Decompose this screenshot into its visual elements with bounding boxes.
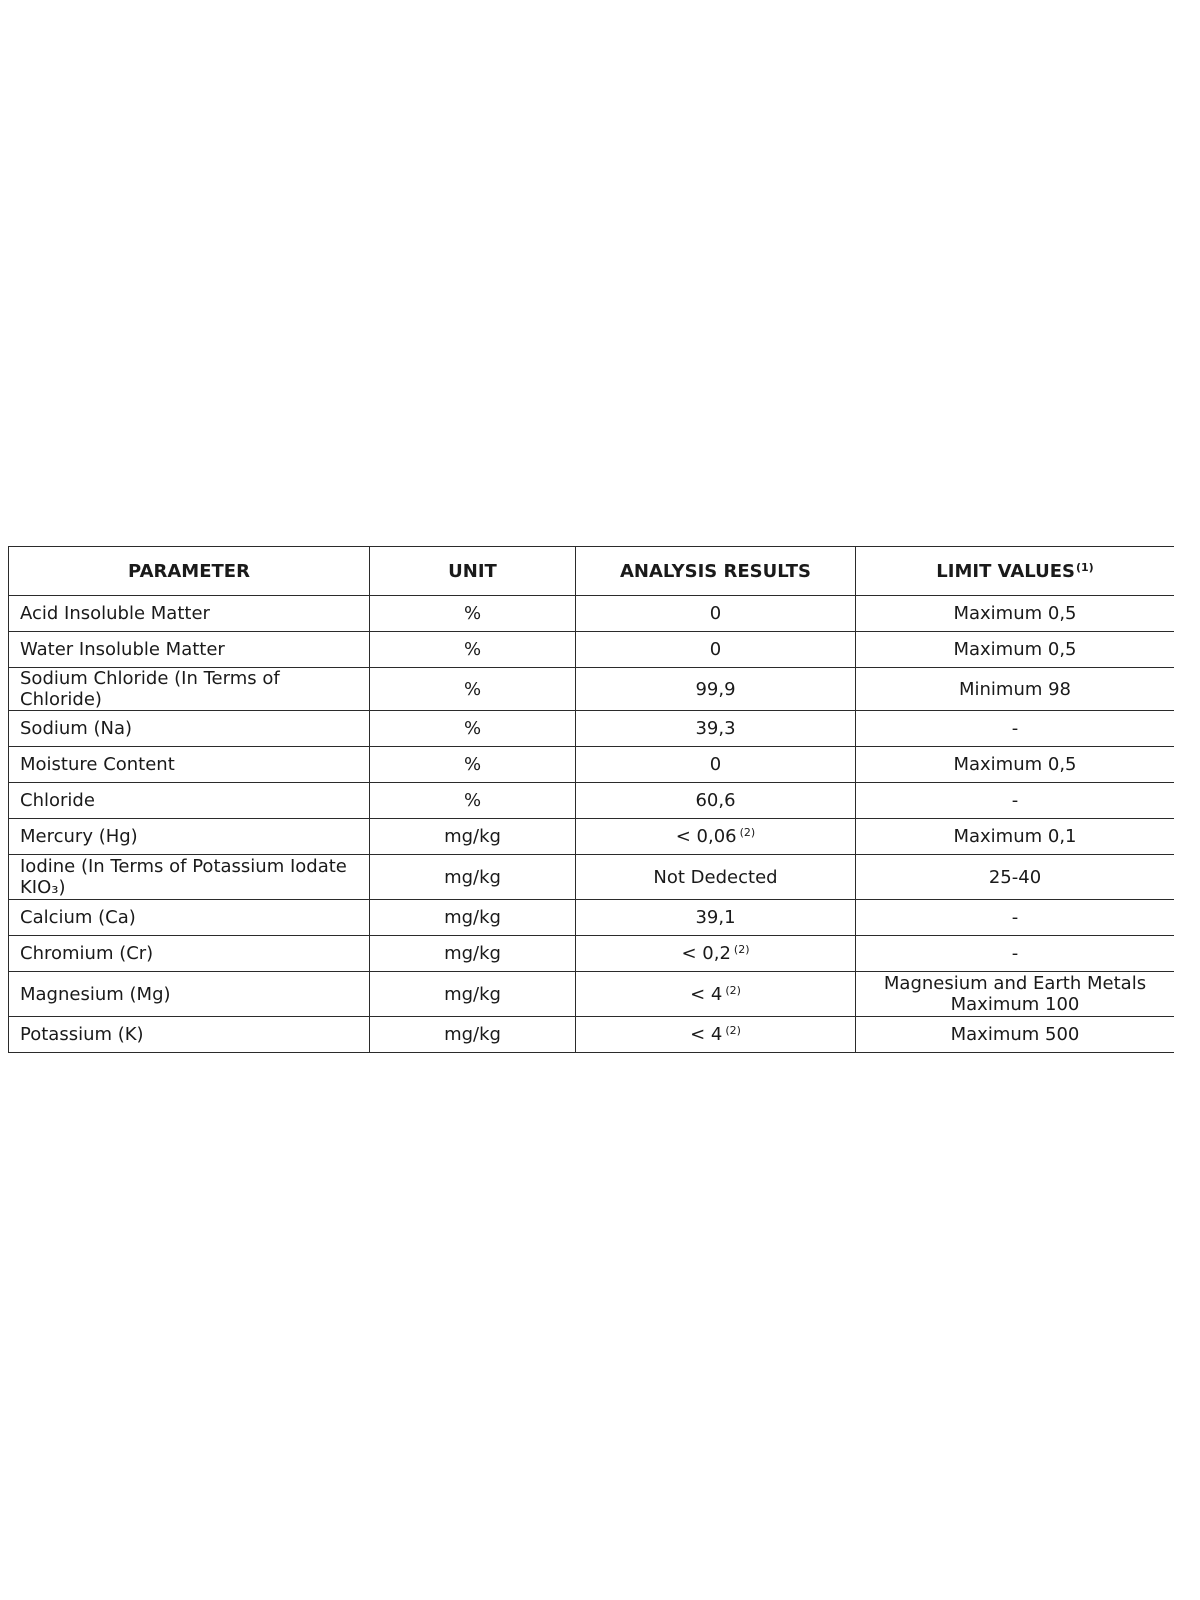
unit-cell: % [370,711,576,747]
result-cell [576,819,856,855]
analysis-sheet [8,546,1174,1058]
unit-cell: mg/kg [370,819,576,855]
result-cell [576,668,856,711]
header-parameter: PARAMETER [9,547,370,596]
result-cell [576,972,856,1017]
table-row [9,819,1175,855]
limit-cell: Maximum 500 [856,1017,1175,1053]
parameter-cell: Moisture Content [9,747,370,783]
result-cell [576,711,856,747]
result-value: 0 [709,639,722,660]
unit-cell: mg/kg [370,972,576,1017]
parameter-cell: Chloride [9,783,370,819]
result-cell [576,855,856,900]
table-row [9,855,1175,900]
limit-cell: Maximum 0,5 [856,596,1175,632]
parameter-cell: Iodine (In Terms of Potassium Iodate KIO₃) [9,855,370,900]
table-row [9,900,1175,936]
result-footnote: (2) [739,826,756,839]
limit-cell: - [856,900,1175,936]
header-limits-footnote: (1) [1075,560,1094,574]
parameter-cell: Chromium (Cr) [9,936,370,972]
limit-cell: Maximum 0,1 [856,819,1175,855]
result-value: 99,9 [695,678,736,700]
parameter-cell: Calcium (Ca) [9,900,370,936]
result-cell [576,596,856,632]
limit-cell: Maximum 0,5 [856,747,1175,783]
unit-cell: % [370,596,576,632]
table-row [9,632,1175,668]
result-footnote: (2) [725,1024,741,1037]
limit-cell: 25-40 [856,855,1175,900]
result-cell [576,632,856,668]
result-value: < 4 [690,983,723,1005]
header-results: ANALYSIS RESULTS [576,547,856,596]
table-row [9,783,1175,819]
result-value: 39,1 [695,907,736,928]
result-cell [576,747,856,783]
header-unit: UNIT [370,547,576,596]
result-value: 0 [709,603,722,624]
table-row [9,936,1175,972]
unit-cell: % [370,783,576,819]
table-row [9,711,1175,747]
unit-cell: % [370,632,576,668]
limit-cell: Magnesium and Earth Metals Maximum 100 [856,972,1175,1017]
unit-cell: mg/kg [370,900,576,936]
unit-cell: mg/kg [370,1017,576,1053]
table-row [9,596,1175,632]
result-value: Not Dedected [653,866,778,888]
parameter-cell: Water Insoluble Matter [9,632,370,668]
table-row [9,972,1175,1017]
unit-cell: % [370,747,576,783]
parameter-cell: Sodium (Na) [9,711,370,747]
result-value: 0 [709,754,722,775]
parameter-cell: Acid Insoluble Matter [9,596,370,632]
limit-cell: Minimum 98 [856,668,1175,711]
result-value: 39,3 [695,718,736,739]
parameter-cell: Mercury (Hg) [9,819,370,855]
result-cell [576,900,856,936]
table-row [9,747,1175,783]
parameter-cell: Magnesium (Mg) [9,972,370,1017]
table-row [9,668,1175,711]
table-header-row [9,547,1175,596]
result-value: < 0,06 [675,826,737,847]
result-cell [576,936,856,972]
header-limits [856,547,1175,596]
limit-cell: - [856,711,1175,747]
result-value: 60,6 [695,790,736,811]
unit-cell: mg/kg [370,936,576,972]
limit-cell: - [856,936,1175,972]
analysis-table [8,546,1174,1053]
table-row [9,1017,1175,1053]
result-value: < 4 [690,1024,723,1045]
unit-cell: mg/kg [370,855,576,900]
limit-cell: - [856,783,1175,819]
result-footnote: (2) [725,983,741,997]
header-limits-label: LIMIT VALUES [936,560,1075,582]
result-cell [576,1017,856,1053]
result-value: < 0,2 [681,943,731,964]
limit-cell: Maximum 0,5 [856,632,1175,668]
result-footnote: (2) [733,943,750,956]
parameter-cell: Potassium (K) [9,1017,370,1053]
result-cell [576,783,856,819]
parameter-cell: Sodium Chloride (In Terms of Chloride) [9,668,370,711]
unit-cell: % [370,668,576,711]
